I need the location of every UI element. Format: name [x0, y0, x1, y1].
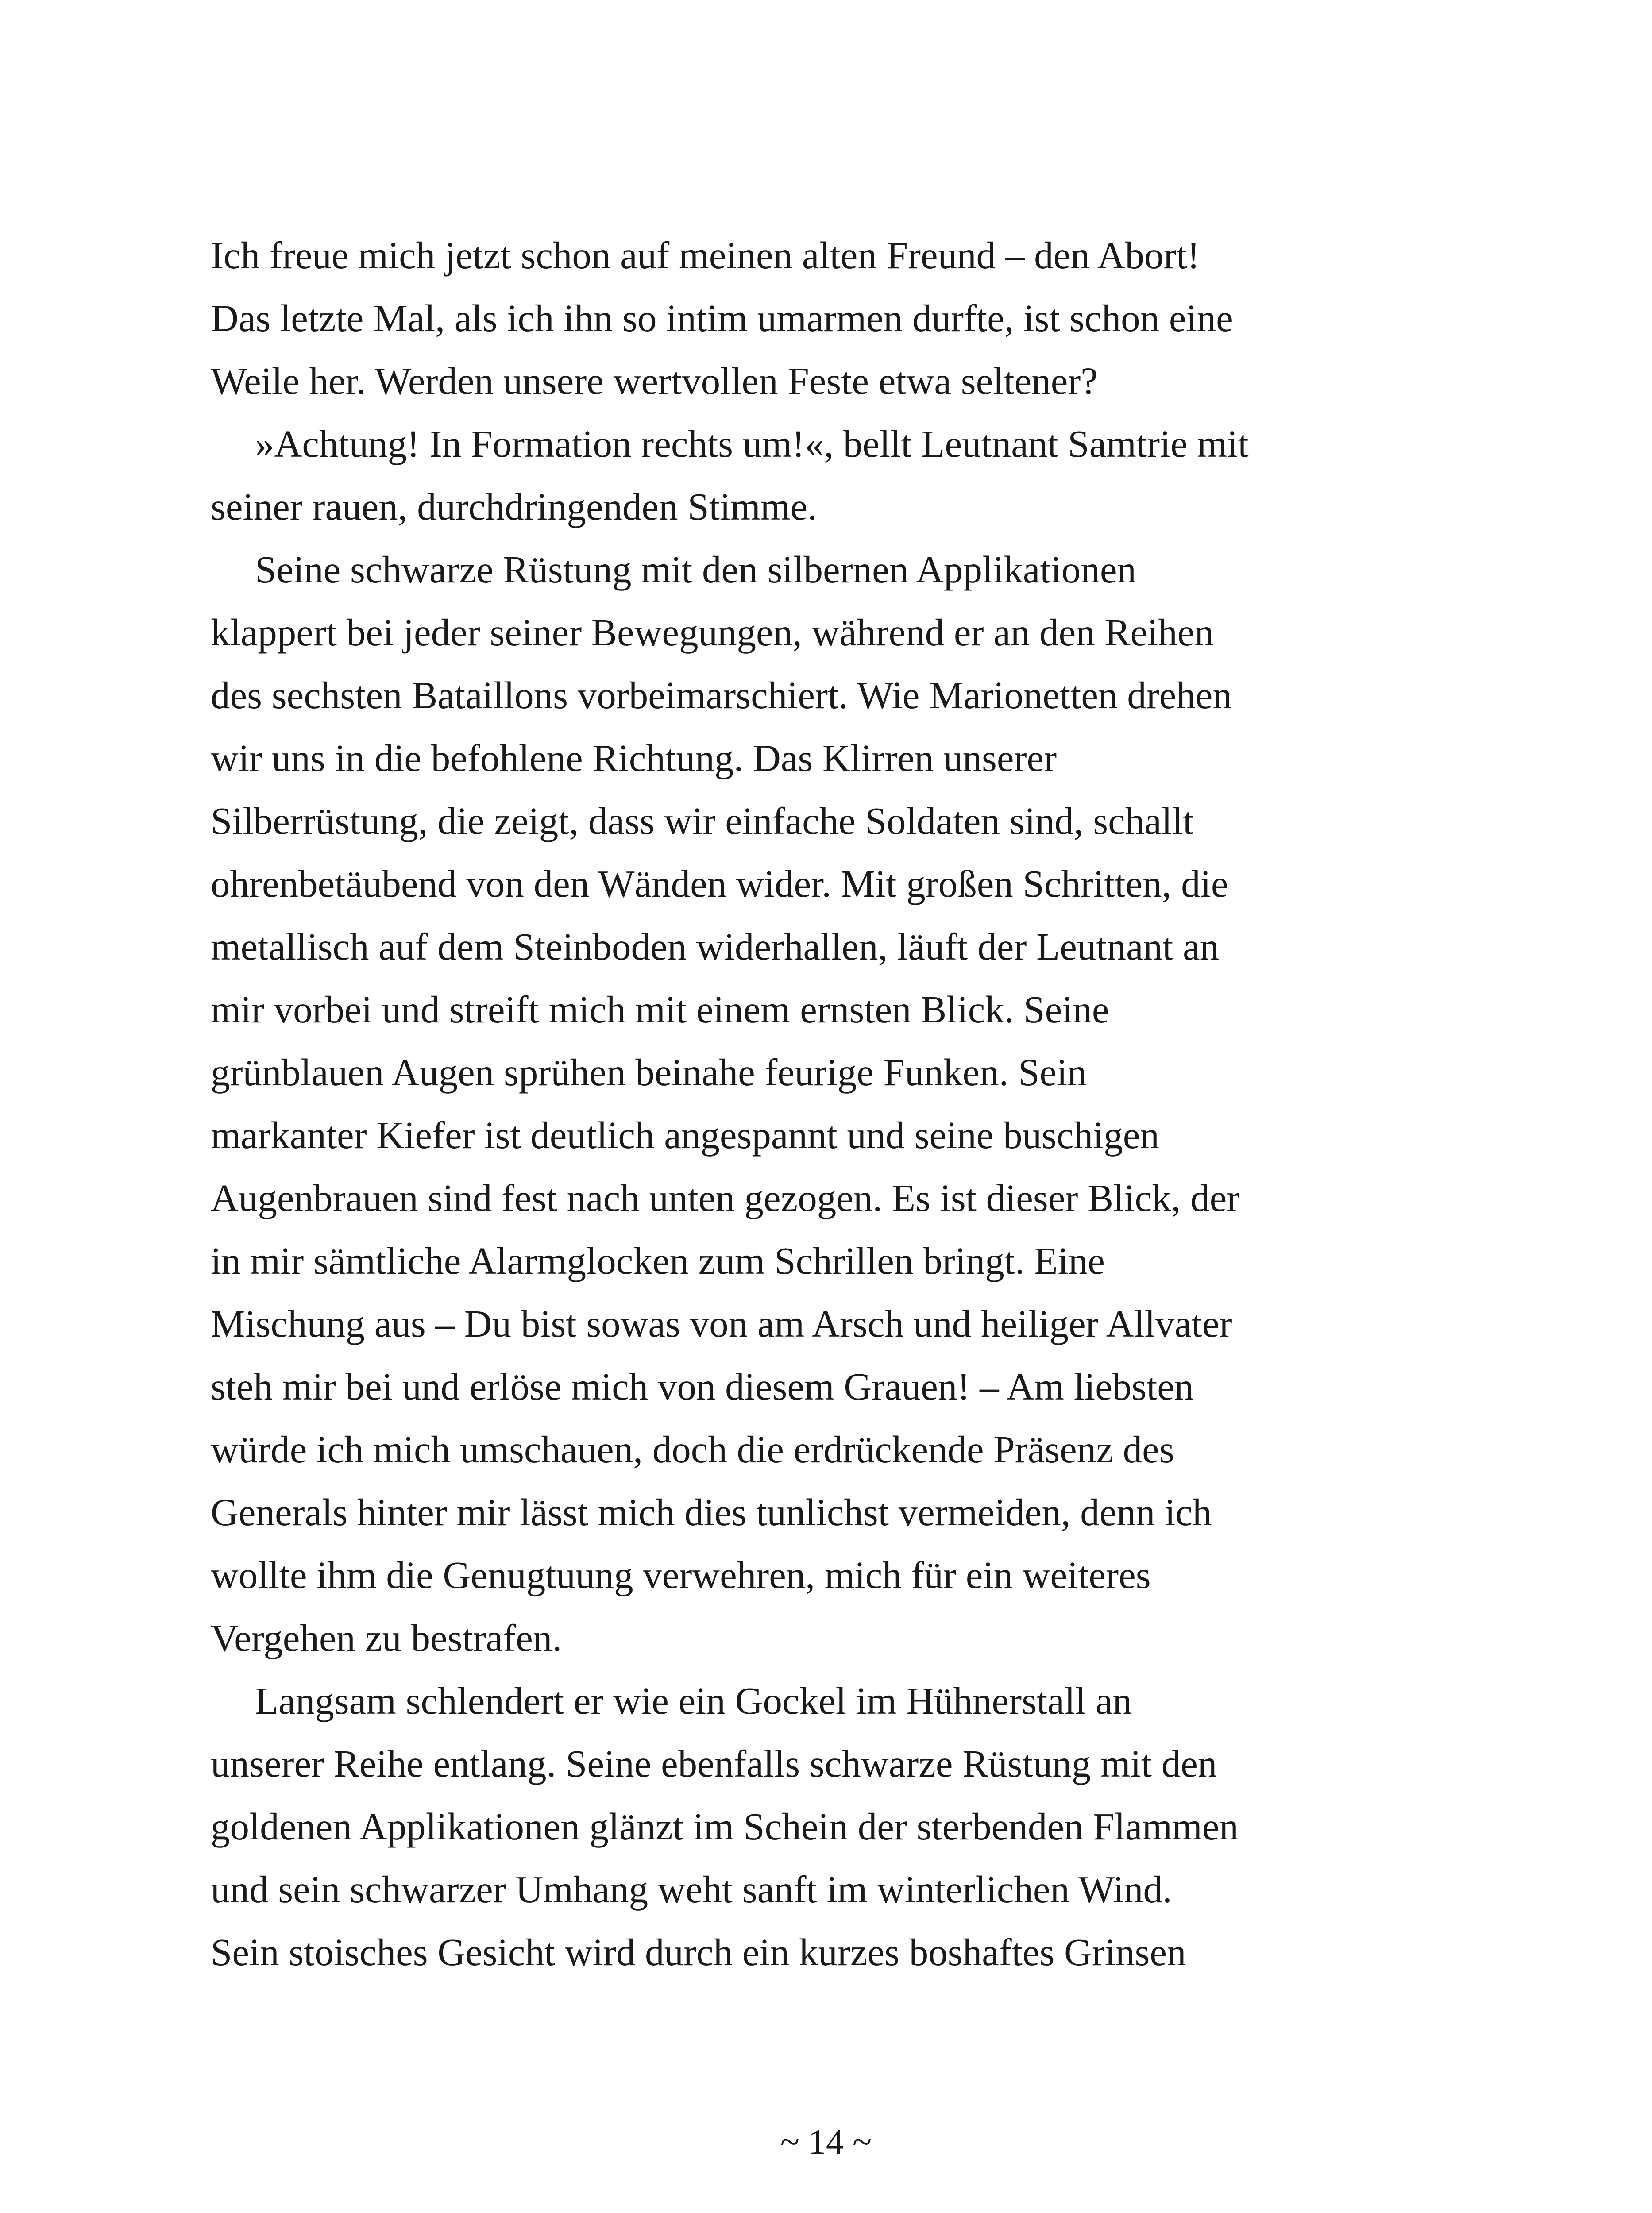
text-line: Augenbrauen sind fest nach unten gezogen. Es ist dieser Blick, der [211, 1176, 1240, 1219]
paragraph-1 [211, 224, 1432, 413]
text-line: Mischung aus – Du bist sowas von am Arsch und heiliger Allvater [211, 1302, 1232, 1345]
text-line: Seine schwarze Rüstung mit den silbernen Applikationen [255, 548, 1136, 591]
text-line: wollte ihm die Genugtuung verwehren, mich für ein weiteres [211, 1554, 1151, 1596]
text-line: und sein schwarzer Umhang weht sanft im winterlichen Wind. [211, 1868, 1172, 1911]
text-line: Langsam schlendert er wie ein Gockel im Hühnerstall an [255, 1679, 1132, 1722]
text-line: mir vorbei und streift mich mit einem ernsten Blick. Seine [211, 988, 1109, 1031]
text-line: ohrenbetäubend von den Wänden wider. Mit großen Schritten, die [211, 862, 1228, 905]
body-text [211, 224, 1432, 1984]
text-line: grünblauen Augen sprühen beinahe feurige Funken. Sein [211, 1051, 1087, 1094]
text-line: klappert bei jeder seiner Bewegungen, während er an den Reihen [211, 611, 1214, 654]
text-line: »Achtung! In Formation rechts um!«, bellt Leutnant Samtrie mit [255, 422, 1249, 465]
text-line: Weile her. Werden unsere wertvollen Feste etwa seltener? [211, 359, 1098, 402]
text-line: in mir sämtliche Alarmglocken zum Schrillen bringt. Eine [211, 1239, 1105, 1282]
text-line: des sechsten Bataillons vorbeimarschiert. Wie Marionetten drehen [211, 674, 1232, 717]
text-line: wir uns in die befohlene Richtung. Das Klirren unserer [211, 736, 1057, 779]
text-line: seiner rauen, durchdringenden Stimme. [211, 485, 817, 528]
text-line: metallisch auf dem Steinboden widerhallen, läuft der Leutnant an [211, 925, 1220, 968]
text-line: würde ich mich umschauen, doch die erdrückende Präsenz des [211, 1428, 1174, 1471]
text-line: Das letzte Mal, als ich ihn so intim umarmen durfte, ist schon eine [211, 297, 1233, 339]
text-line: Silberrüstung, die zeigt, dass wir einfache Soldaten sind, schallt [211, 799, 1194, 842]
text-line: Ich freue mich jetzt schon auf meinen alten Freund – den Abort! [211, 234, 1200, 277]
paragraph-2 [211, 413, 1432, 538]
page-number: ~ 14 ~ [780, 2123, 872, 2162]
text-line: unserer Reihe entlang. Seine ebenfalls schwarze Rüstung mit den [211, 1742, 1217, 1785]
text-line: steh mir bei und erlöse mich von diesem Grauen! – Am liebsten [211, 1365, 1194, 1408]
text-line: markanter Kiefer ist deutlich angespannt und seine buschigen [211, 1114, 1159, 1157]
text-line: Vergehen zu bestrafen. [211, 1616, 562, 1659]
text-line: Sein stoisches Gesicht wird durch ein kurzes boshaftes Grinsen [211, 1931, 1186, 1974]
text-line: goldenen Applikationen glänzt im Schein der sterbenden Flammen [211, 1805, 1239, 1848]
paragraph-3 [211, 538, 1432, 1669]
paragraph-4 [211, 1669, 1432, 1984]
text-line: Generals hinter mir lässt mich dies tunlichst vermeiden, denn ich [211, 1491, 1212, 1534]
